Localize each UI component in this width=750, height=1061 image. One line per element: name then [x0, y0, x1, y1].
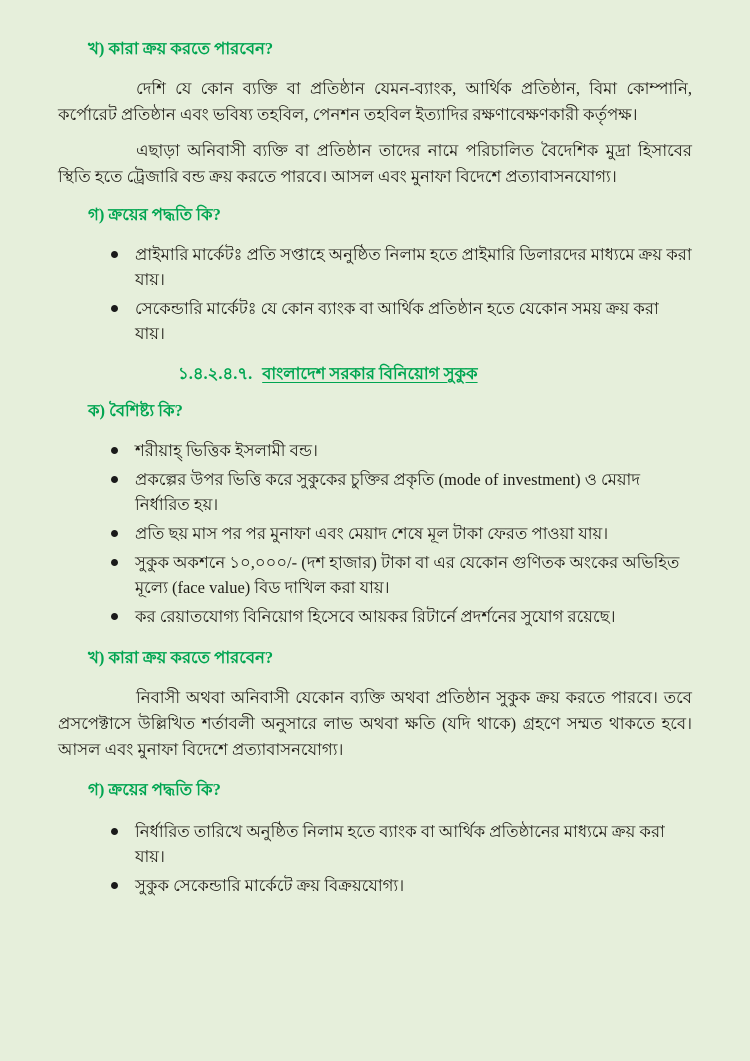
- sukuk-purchase-method-list: [58, 819, 692, 898]
- list-item-text: কর রেয়াতযোগ্য বিনিয়োগ হিসেবে আয়কর রিটার্নে প্রদর্শনের সুযোগ রয়েছে।: [135, 607, 616, 626]
- list-item-text: শরীয়াহ্ ভিত্তিক ইসলামী বন্ড।: [135, 441, 318, 460]
- bullet-icon: [111, 559, 118, 566]
- list-item: [105, 819, 692, 869]
- list-item: [105, 296, 692, 346]
- heading-purchase-method: গ) ক্রয়ের পদ্ধতি কি?: [88, 205, 221, 224]
- list-item: [105, 604, 692, 629]
- heading-who-can-buy-sukuk: খ) কারা ক্রয় করতে পারবেন?: [88, 648, 274, 667]
- bullet-icon: [111, 476, 118, 483]
- list-item-text: প্রাইমারি মার্কেটঃ প্রতি সপ্তাহে অনুষ্ঠিত নিলাম হতে প্রাইমারি ডিলারদের মাধ্যমে ক্রয় করা যায়।: [135, 245, 692, 289]
- heading-features: ক) বৈশিষ্ট্য কি?: [88, 401, 183, 420]
- bullet-icon: [111, 530, 118, 537]
- bullet-icon: [111, 447, 118, 454]
- list-item: [105, 873, 692, 898]
- features-list: [58, 438, 692, 629]
- section-title: [178, 362, 692, 386]
- section-investment-sukuk: [58, 362, 692, 898]
- list-item-text: নির্ধারিত তারিখে অনুষ্ঠিত নিলাম হতে ব্যাংক বা আর্থিক প্রতিষ্ঠানের মাধ্যমে ক্রয় করা যায়।: [135, 822, 665, 866]
- list-item: [105, 242, 692, 292]
- section-treasury-bond: [58, 38, 692, 346]
- bullet-icon: [111, 882, 118, 889]
- list-item: [105, 550, 692, 600]
- list-item-text: সেকেন্ডারি মার্কেটঃ যে কোন ব্যাংক বা আর্থিক প্রতিষ্ঠান হতে যেকোন সময় ক্রয় করা যায়।: [135, 299, 659, 343]
- list-item-text: সুকুক অকশনে ১০,০০০/- (দশ হাজার) টাকা বা এর যেকোন গুণিতক অংকের অভিহিত মূল্যে (face value) বিড দাখিল করা যায়।: [135, 553, 680, 597]
- list-item: [105, 467, 692, 517]
- heading-who-can-buy: খ) কারা ক্রয় করতে পারবেন?: [88, 39, 274, 58]
- list-item: [105, 521, 692, 546]
- paragraph-sukuk-buyers: নিবাসী অথবা অনিবাসী যেকোন ব্যক্তি অথবা প্রতিষ্ঠান সুকুক ক্রয় করতে পারবে। তবে প্রসপেক্টাসে উল্লিখিত শর্তাবলী অনুসারে লাভ অথবা ক্ষতি (যদি থাকে) গ্রহণে সম্মত থাকতে হবে। আসল এবং মুনাফা বিদেশে প্রত্যাবাসনযোগ্য।: [58, 688, 692, 759]
- paragraph-domestic-buyers: দেশি যে কোন ব্যক্তি বা প্রতিষ্ঠান যেমন-ব্যাংক, আর্থিক প্রতিষ্ঠান, বিমা কোম্পানি, কর্পোরেট প্রতিষ্ঠান এবং ভবিষ্য তহবিল, পেনশন তহবিল ইত্যাদির রক্ষণাবেক্ষণকারী কর্তৃপক্ষ।: [58, 79, 692, 124]
- bullet-icon: [111, 251, 118, 258]
- section-title-text: বাংলাদেশ সরকার বিনিয়োগ সুকুক: [262, 364, 478, 383]
- list-item-text: সুকুক সেকেন্ডারি মার্কেটে ক্রয় বিক্রয়যোগ্য।: [135, 876, 405, 895]
- bullet-icon: [111, 305, 118, 312]
- list-item-text: প্রতি ছয় মাস পর পর মুনাফা এবং মেয়াদ শেষে মূল টাকা ফেরত পাওয়া যায়।: [135, 524, 609, 543]
- heading-purchase-method-sukuk: গ) ক্রয়ের পদ্ধতি কি?: [88, 780, 221, 799]
- list-item: [105, 438, 692, 463]
- section-number: ১.৪.২.৪.৭.: [178, 364, 253, 383]
- paragraph-nonresident-buyers: এছাড়া অনিবাসী ব্যক্তি বা প্রতিষ্ঠান তাদের নামে পরিচালিত বৈদেশিক মুদ্রা হিসাবের স্থিতি হতে ট্রেজারি বন্ড ক্রয় করতে পারবে। আসল এবং মুনাফা বিদেশে প্রত্যাবাসনযোগ্য।: [58, 141, 692, 186]
- bullet-icon: [111, 613, 118, 620]
- purchase-method-list: [58, 242, 692, 346]
- bullet-icon: [111, 828, 118, 835]
- list-item-text: প্রকল্পের উপর ভিত্তি করে সুকুকের চুক্তির প্রকৃতি (mode of investment) ও মেয়াদ নির্ধারিত হয়।: [135, 470, 640, 514]
